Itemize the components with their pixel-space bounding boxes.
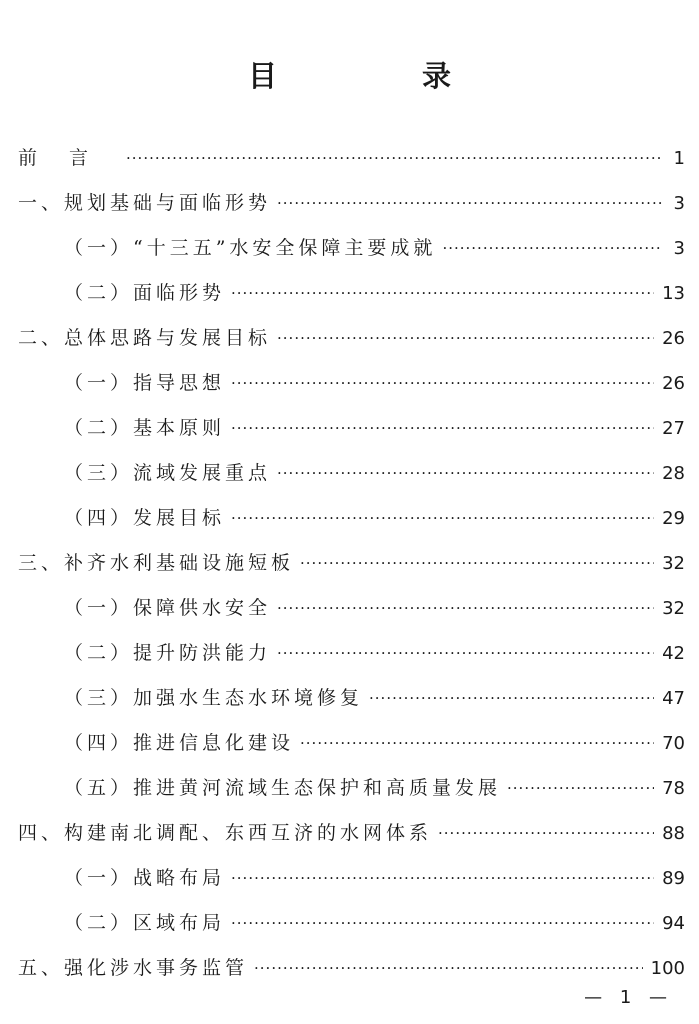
toc-entry-section-3-5[interactable] xyxy=(0,766,699,811)
toc-entry-label: （二）面临形势 xyxy=(64,282,226,304)
toc-entry-chapter-5[interactable] xyxy=(0,946,699,991)
toc-entry-preface[interactable] xyxy=(0,136,699,181)
toc-entry-page: 3 xyxy=(673,238,685,259)
toc-entry-page: 27 xyxy=(662,418,685,439)
toc-entry-page: 1 xyxy=(673,148,685,169)
toc-entry-section-1-2[interactable] xyxy=(0,271,699,316)
dot-leader xyxy=(231,361,654,406)
dot-leader xyxy=(277,451,654,496)
toc-entry-label: 四、构建南北调配、东西互济的水网体系 xyxy=(18,822,433,844)
dot-leader xyxy=(507,766,654,811)
toc-entry-chapter-2[interactable] xyxy=(0,316,699,361)
page-title: 目 录 xyxy=(247,59,509,93)
toc-entry-label: （二）区域布局 xyxy=(64,912,226,934)
dot-leader xyxy=(438,811,654,856)
toc-entry-label: （一）“十三五”水安全保障主要成就 xyxy=(64,237,437,259)
toc-entry-section-2-4[interactable] xyxy=(0,496,699,541)
dot-leader xyxy=(300,721,654,766)
dot-leader xyxy=(300,541,654,586)
toc-entry-label: （五）推进黄河流域生态保护和高质量发展 xyxy=(64,777,502,799)
toc-entry-section-2-1[interactable] xyxy=(0,361,699,406)
toc-entry-section-3-4[interactable] xyxy=(0,721,699,766)
toc-entry-page: 28 xyxy=(662,463,685,484)
toc-entry-page: 42 xyxy=(662,643,685,664)
dot-leader xyxy=(231,901,654,946)
dot-leader xyxy=(126,136,663,181)
toc-entry-section-3-1[interactable] xyxy=(0,586,699,631)
dot-leader xyxy=(369,676,654,721)
toc-entry-page: 70 xyxy=(662,733,685,754)
toc-entry-label: 一、规划基础与面临形势 xyxy=(18,192,272,214)
toc-entry-label: （一）战略布局 xyxy=(64,867,226,889)
toc-entry-section-4-2[interactable] xyxy=(0,901,699,946)
dot-leader xyxy=(231,406,654,451)
dot-leader xyxy=(231,271,654,316)
toc-entry-section-3-2[interactable] xyxy=(0,631,699,676)
page-number-footer: — 1 — xyxy=(584,987,673,1008)
toc-entry-label: （一）指导思想 xyxy=(64,372,226,394)
toc-entry-label: （二）基本原则 xyxy=(64,417,226,439)
toc-entry-label: （二）提升防洪能力 xyxy=(64,642,272,664)
toc-entry-label: 五、强化涉水事务监管 xyxy=(18,957,249,979)
toc-entry-section-4-1[interactable] xyxy=(0,856,699,901)
toc-entry-page: 89 xyxy=(662,868,685,889)
toc-entry-page: 26 xyxy=(662,328,685,349)
toc-entry-chapter-4[interactable] xyxy=(0,811,699,856)
toc-entry-page: 78 xyxy=(662,778,685,799)
toc-entry-page: 32 xyxy=(662,598,685,619)
dot-leader xyxy=(442,226,663,271)
toc-entry-label: （四）发展目标 xyxy=(64,507,226,529)
toc-entry-page: 94 xyxy=(662,913,685,934)
table-of-contents xyxy=(0,136,699,991)
toc-entry-page: 13 xyxy=(662,283,685,304)
toc-entry-chapter-1[interactable] xyxy=(0,181,699,226)
toc-entry-section-2-2[interactable] xyxy=(0,406,699,451)
dot-leader xyxy=(277,631,654,676)
toc-entry-chapter-3[interactable] xyxy=(0,541,699,586)
toc-entry-section-3-3[interactable] xyxy=(0,676,699,721)
toc-entry-page: 100 xyxy=(650,958,685,979)
toc-entry-page: 29 xyxy=(662,508,685,529)
toc-entry-page: 47 xyxy=(662,688,685,709)
toc-entry-section-2-3[interactable] xyxy=(0,451,699,496)
dot-leader xyxy=(277,586,654,631)
toc-entry-page: 88 xyxy=(662,823,685,844)
dot-leader xyxy=(231,496,654,541)
toc-entry-label: （三）加强水生态水环境修复 xyxy=(64,687,364,709)
dot-leader xyxy=(277,181,663,226)
toc-entry-label: 二、总体思路与发展目标 xyxy=(18,327,272,349)
dot-leader xyxy=(231,856,654,901)
toc-entry-label: 三、补齐水利基础设施短板 xyxy=(18,552,295,574)
dot-leader xyxy=(277,316,654,361)
toc-entry-page: 26 xyxy=(662,373,685,394)
toc-entry-label: （三）流域发展重点 xyxy=(64,462,272,484)
dot-leader xyxy=(254,946,643,991)
toc-entry-label: （四）推进信息化建设 xyxy=(64,732,295,754)
toc-entry-label: （一）保障供水安全 xyxy=(64,597,272,619)
toc-entry-page: 32 xyxy=(662,553,685,574)
toc-entry-page: 3 xyxy=(673,193,685,214)
toc-entry-section-1-1[interactable] xyxy=(0,226,699,271)
toc-entry-label: 前言 xyxy=(18,147,121,169)
